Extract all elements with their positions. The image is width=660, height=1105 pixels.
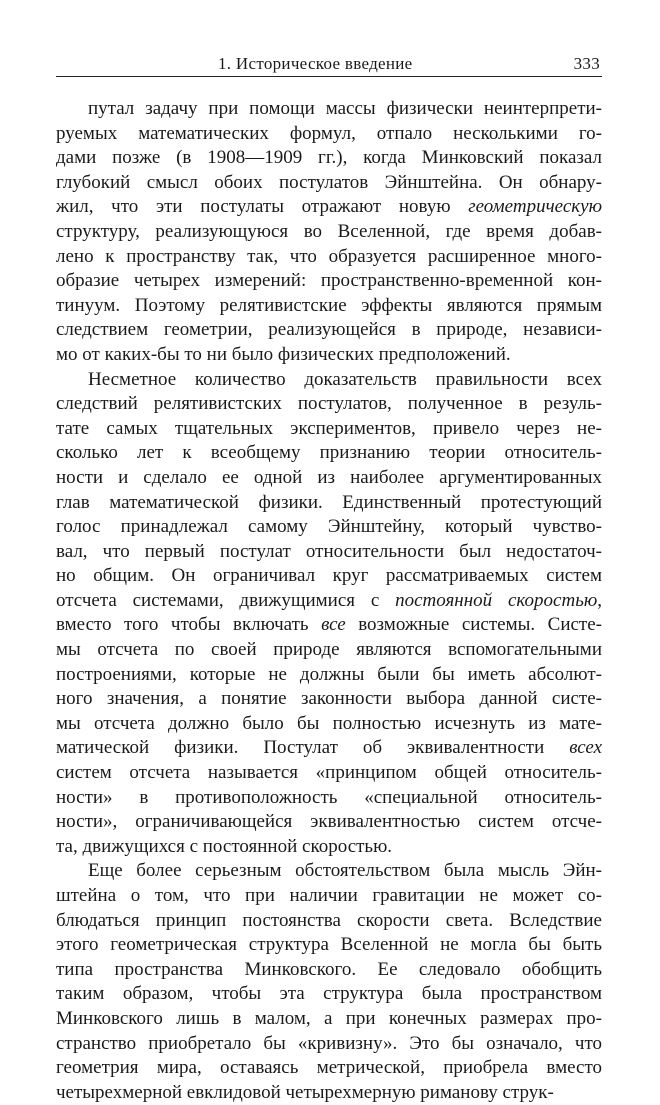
text-segment: руемых математических формул, отпало несколькими го- — [56, 122, 602, 144]
text-segment: структуру, реализующуюся во Вселенной, где время добав- — [56, 220, 602, 242]
text-line — [56, 736, 602, 761]
text-segment: лено к пространству так, что образуется расширенное много- — [56, 245, 602, 267]
text-segment: голос принадлежал самому Эйнштейну, который чувство- — [56, 516, 602, 538]
text-segment: мо от каких-бы то ни было физических предположений. — [56, 343, 511, 365]
text-segment: построениями, которые не должны были бы иметь абсолют- — [56, 663, 602, 685]
text-segment: странство приобретало бы «кривизну». Это бы означало, что — [56, 1032, 602, 1054]
text-segment: возможные системы. Систе- — [345, 614, 602, 636]
text-segment: Еще более серьезным обстоятельством была мысль Эйн- — [88, 860, 602, 882]
text-line — [56, 982, 602, 1007]
text-segment: Несметное количество доказательств правильности всех — [88, 368, 602, 390]
text-segment: дами позже (в 1908—1909 гг.), когда Минковский показал — [56, 147, 602, 169]
text-segment: таким образом, чтобы эта структура была пространством — [56, 983, 602, 1005]
text-line — [56, 687, 602, 712]
text-segment: четырехмерной евклидовой четырехмерную риманову струк- — [56, 1081, 554, 1103]
text-segment: геометрия мира, оставаясь метрической, приобрела вместо — [56, 1057, 602, 1079]
text-segment: образие четырех измерений: пространственно-временной кон- — [56, 270, 602, 292]
text-line — [56, 146, 602, 171]
paragraph — [56, 97, 602, 368]
text-segment: штейна о том, что при наличии гравитации не может со- — [56, 885, 602, 906]
text-line — [56, 97, 602, 122]
text-segment: следствием геометрии, реализующейся в природе, независи- — [56, 319, 602, 341]
text-line — [56, 761, 602, 786]
text-segment: тинуум. Поэтому релятивистские эффекты являются прямым — [56, 294, 602, 316]
text-segment: вал, что первый постулат относительности был недостаточ- — [56, 540, 602, 562]
text-segment: ности» в противоположность «специальной относитель- — [56, 786, 602, 808]
text-line — [56, 663, 602, 688]
text-line — [56, 884, 602, 909]
page-number: 333 — [573, 54, 600, 73]
text-line — [56, 122, 602, 147]
text-segment: глубокий смысл обоих постулатов Эйнштейна. Он обнару- — [56, 171, 602, 193]
text-segment: систем отсчета называется «принципом общей относитель- — [56, 762, 602, 784]
text-line — [56, 368, 602, 393]
text-line — [56, 392, 602, 417]
text-segment: путал задачу при помощи массы физически неинтерпрети- — [88, 98, 602, 119]
paragraph — [56, 859, 602, 1105]
paragraph — [56, 368, 602, 860]
text-segment: матической физики. Постулат об эквивалентности — [56, 737, 570, 759]
text-segment: мы отсчета по своей природе являются вспомогательными — [56, 639, 602, 661]
text-line — [56, 613, 602, 638]
text-segment: , — [597, 589, 602, 611]
text-line — [56, 589, 602, 614]
text-line — [56, 466, 602, 491]
text-line — [56, 638, 602, 663]
text-line — [56, 564, 602, 589]
text-line — [56, 515, 602, 540]
text-segment: вместо того чтобы включать — [56, 614, 322, 636]
text-line — [56, 294, 602, 319]
text-segment: мы отсчета должно было бы полностью исчезнуть из мате- — [56, 712, 602, 734]
emphasized-text: все — [321, 614, 346, 636]
text-line — [56, 958, 602, 983]
text-line — [56, 245, 602, 270]
text-line — [56, 810, 602, 835]
body-text — [56, 97, 602, 1105]
text-line — [56, 859, 602, 884]
text-line — [56, 540, 602, 565]
text-segment: глав математической физики. Единственный протестующий — [56, 491, 602, 513]
text-line — [56, 1032, 602, 1057]
text-segment: жил, что эти постулаты отражают новую — [56, 196, 469, 218]
emphasized-text: геометрическую — [468, 196, 602, 218]
text-segment: ного значения, а понятие законности выбора данной систе- — [56, 688, 602, 710]
text-line — [56, 195, 602, 220]
text-segment: отсчета системами, движущимися с — [56, 589, 396, 611]
text-segment: тате самых тщательных экспериментов, привело через не- — [56, 417, 602, 439]
emphasized-text: постоянной скоростью — [395, 589, 598, 611]
text-line — [56, 933, 602, 958]
text-line — [56, 786, 602, 811]
emphasized-text: всех — [569, 737, 602, 759]
text-segment: ности и сделало ее одной из наиболее аргументированных — [56, 466, 602, 488]
text-line — [56, 343, 602, 368]
text-line — [56, 835, 602, 860]
text-segment: та, движущихся с постоянной скоростью. — [56, 835, 393, 857]
text-line — [56, 171, 602, 196]
text-line — [56, 269, 602, 294]
text-segment: ности», ограничивающейся эквивалентностью систем отсче- — [56, 811, 602, 833]
text-line — [56, 491, 602, 516]
text-segment: блюдаться принцип постоянства скорости света. Вследствие — [56, 909, 602, 931]
book-page — [56, 52, 602, 1105]
text-line — [56, 1056, 602, 1081]
running-header — [56, 52, 602, 77]
text-line — [56, 220, 602, 245]
text-segment: сколько лет к всеобщему признанию теории относитель- — [56, 442, 602, 464]
text-line — [56, 712, 602, 737]
text-segment: но общим. Он ограничивал круг рассматриваемых систем — [56, 565, 602, 587]
text-segment: Минковского лишь в малом, а при конечных размерах про- — [56, 1007, 602, 1029]
text-segment: этого геометрическая структура Вселенной не могла бы быть — [56, 934, 602, 956]
chapter-title: 1. Историческое введение — [218, 54, 413, 73]
text-line — [56, 417, 602, 442]
text-line — [56, 318, 602, 343]
text-segment: типа пространства Минковского. Ее следовало обобщить — [56, 958, 602, 980]
text-line — [56, 1081, 602, 1105]
text-line — [56, 909, 602, 934]
text-segment: следствий релятивистских постулатов, полученное в резуль- — [56, 393, 602, 415]
text-line — [56, 441, 602, 466]
text-line — [56, 1007, 602, 1032]
